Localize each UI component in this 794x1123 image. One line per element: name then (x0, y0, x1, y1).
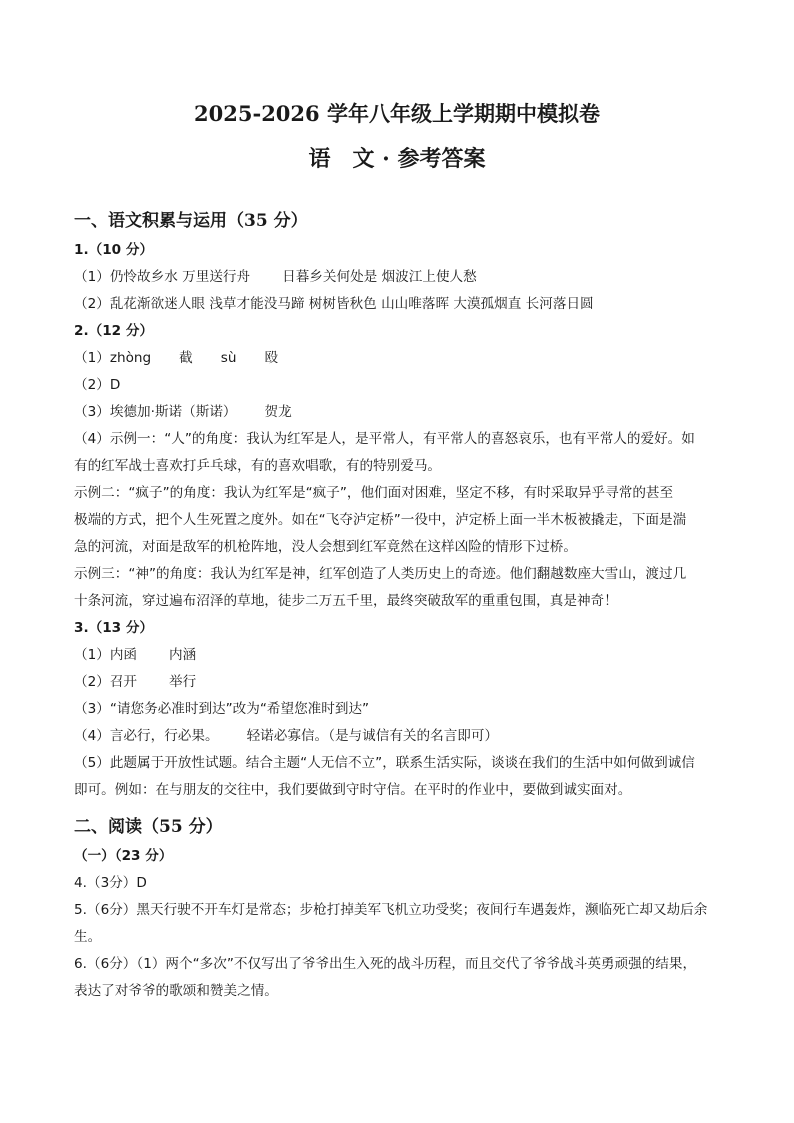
page-title: 2025-2026 学年八年级上学期期中模拟卷 (194, 101, 600, 126)
answer-2-3-part-a: （3）埃德加·斯诺（斯诺） (74, 404, 237, 420)
answer-2-4-line-1: （4）示例一：“人”的角度：我认为红军是人，是平常人，有平常人的喜怒哀乐，也有平常人的爱好。如 (74, 431, 695, 447)
reading-part-1-heading: （一）（23 分） (74, 848, 173, 864)
answer-3-5-line-1: （5）此题属于开放性试题。结合主题“人无信不立”，联系生活实际，谈谈在我们的生活中如何做到诚信 (74, 755, 695, 771)
answer-2-4-line-4: 极端的方式，把个人生死置之度外。如在“飞夺泸定桥”一役中，泸定桥上面一半木板被撬走，下面是湍 (74, 512, 687, 528)
answer-2-1-part-a: （1）zhòng (74, 350, 152, 366)
question-3-heading: 3.（13 分） (74, 620, 154, 636)
answer-1-2: （2）乱花渐欲迷人眼 浅草才能没马蹄 树树皆秋色 山山唯落晖 大漠孤烟直 长河落日圆 (74, 296, 594, 312)
answer-2-1 (74, 348, 278, 368)
answer-1-1 (74, 267, 477, 287)
answer-5-line-2: 生。 (74, 929, 102, 945)
answer-4: 4.（3分）D (74, 875, 147, 891)
answer-3-1 (74, 645, 196, 665)
answer-3-5-line-2: 即可。例如：在与朋友的交往中，我们要做到守时守信。在平时的作业中，要做到诚实面对。 (74, 782, 632, 798)
answer-2-1-part-b: 截 (179, 350, 193, 366)
answer-3-4 (74, 726, 498, 746)
answer-3-3: （3）“请您务必准时到达”改为“希望您准时到达” (74, 701, 370, 717)
answer-3-2-part-b: 举行 (169, 674, 197, 690)
answer-6-line-1: 6.（6分）（1）两个“多次”不仅写出了爷爷出生入死的战斗历程，而且交代了爷爷战斗英勇顽强的结果， (74, 956, 697, 972)
answer-3-1-part-b: 内涵 (169, 647, 197, 663)
question-1-heading: 1.（10 分） (74, 242, 154, 258)
answer-3-2-part-a: （2）召开 (74, 674, 138, 690)
section-heading-1: 一、语文积累与运用（35 分） (74, 211, 308, 231)
answer-2-4-line-6: 示例三：“神”的角度：我认为红军是神，红军创造了人类历史上的奇迹。他们翻越数座大雪山，渡过几 (74, 566, 687, 582)
answer-1-1-part-a: （1）仍怜故乡水 万里送行舟 (74, 269, 251, 285)
answer-2-4-line-3: 示例二：“疯子”的角度：我认为红军是“疯子”，他们面对困难，坚定不移，有时采取异乎寻常的甚至 (74, 485, 674, 501)
answer-2-1-part-d: 殴 (264, 350, 279, 366)
page-subtitle: 语 文 · 参考答案 (308, 146, 486, 172)
answer-2-3-part-b: 贺龙 (264, 404, 292, 420)
answer-5-line-1: 5.（6分）黑天行驶不开车灯是常态；步枪打掉美军飞机立功受奖；夜间行车遇轰炸，濒临死亡却又劫后余 (74, 902, 708, 918)
section-heading-2: 二、阅读（55 分） (74, 817, 223, 837)
answer-2-4-line-2: 有的红军战士喜欢打乒乓球，有的喜欢唱歌，有的特别爱马。 (74, 458, 442, 474)
answer-2-4-line-7: 十条河流，穿过遍布沼泽的草地，徒步二万五千里，最终突破敌军的重重包围，真是神奇！ (74, 593, 618, 609)
answer-6-line-2: 表达了对爷爷的歌颂和赞美之情。 (74, 983, 278, 999)
answer-3-1-part-a: （1）内函 (74, 647, 138, 663)
answer-3-4-part-a: （4）言必行，行必果。 (74, 728, 219, 744)
answer-1-1-part-b: 日暮乡关何处是 烟波江上使人愁 (282, 269, 477, 285)
answer-2-2: （2）D (74, 377, 121, 393)
answer-3-2 (74, 672, 196, 692)
question-2-heading: 2.（12 分） (74, 323, 154, 339)
answer-2-1-part-c: sù (220, 350, 237, 366)
answer-2-3 (74, 402, 292, 422)
answer-2-4-line-5: 急的河流，对面是敌军的机枪阵地，没人会想到红军竟然在这样凶险的情形下过桥。 (74, 539, 577, 555)
answer-3-4-part-b: 轻诺必寡信。（是与诚信有关的名言即可） (246, 728, 499, 744)
